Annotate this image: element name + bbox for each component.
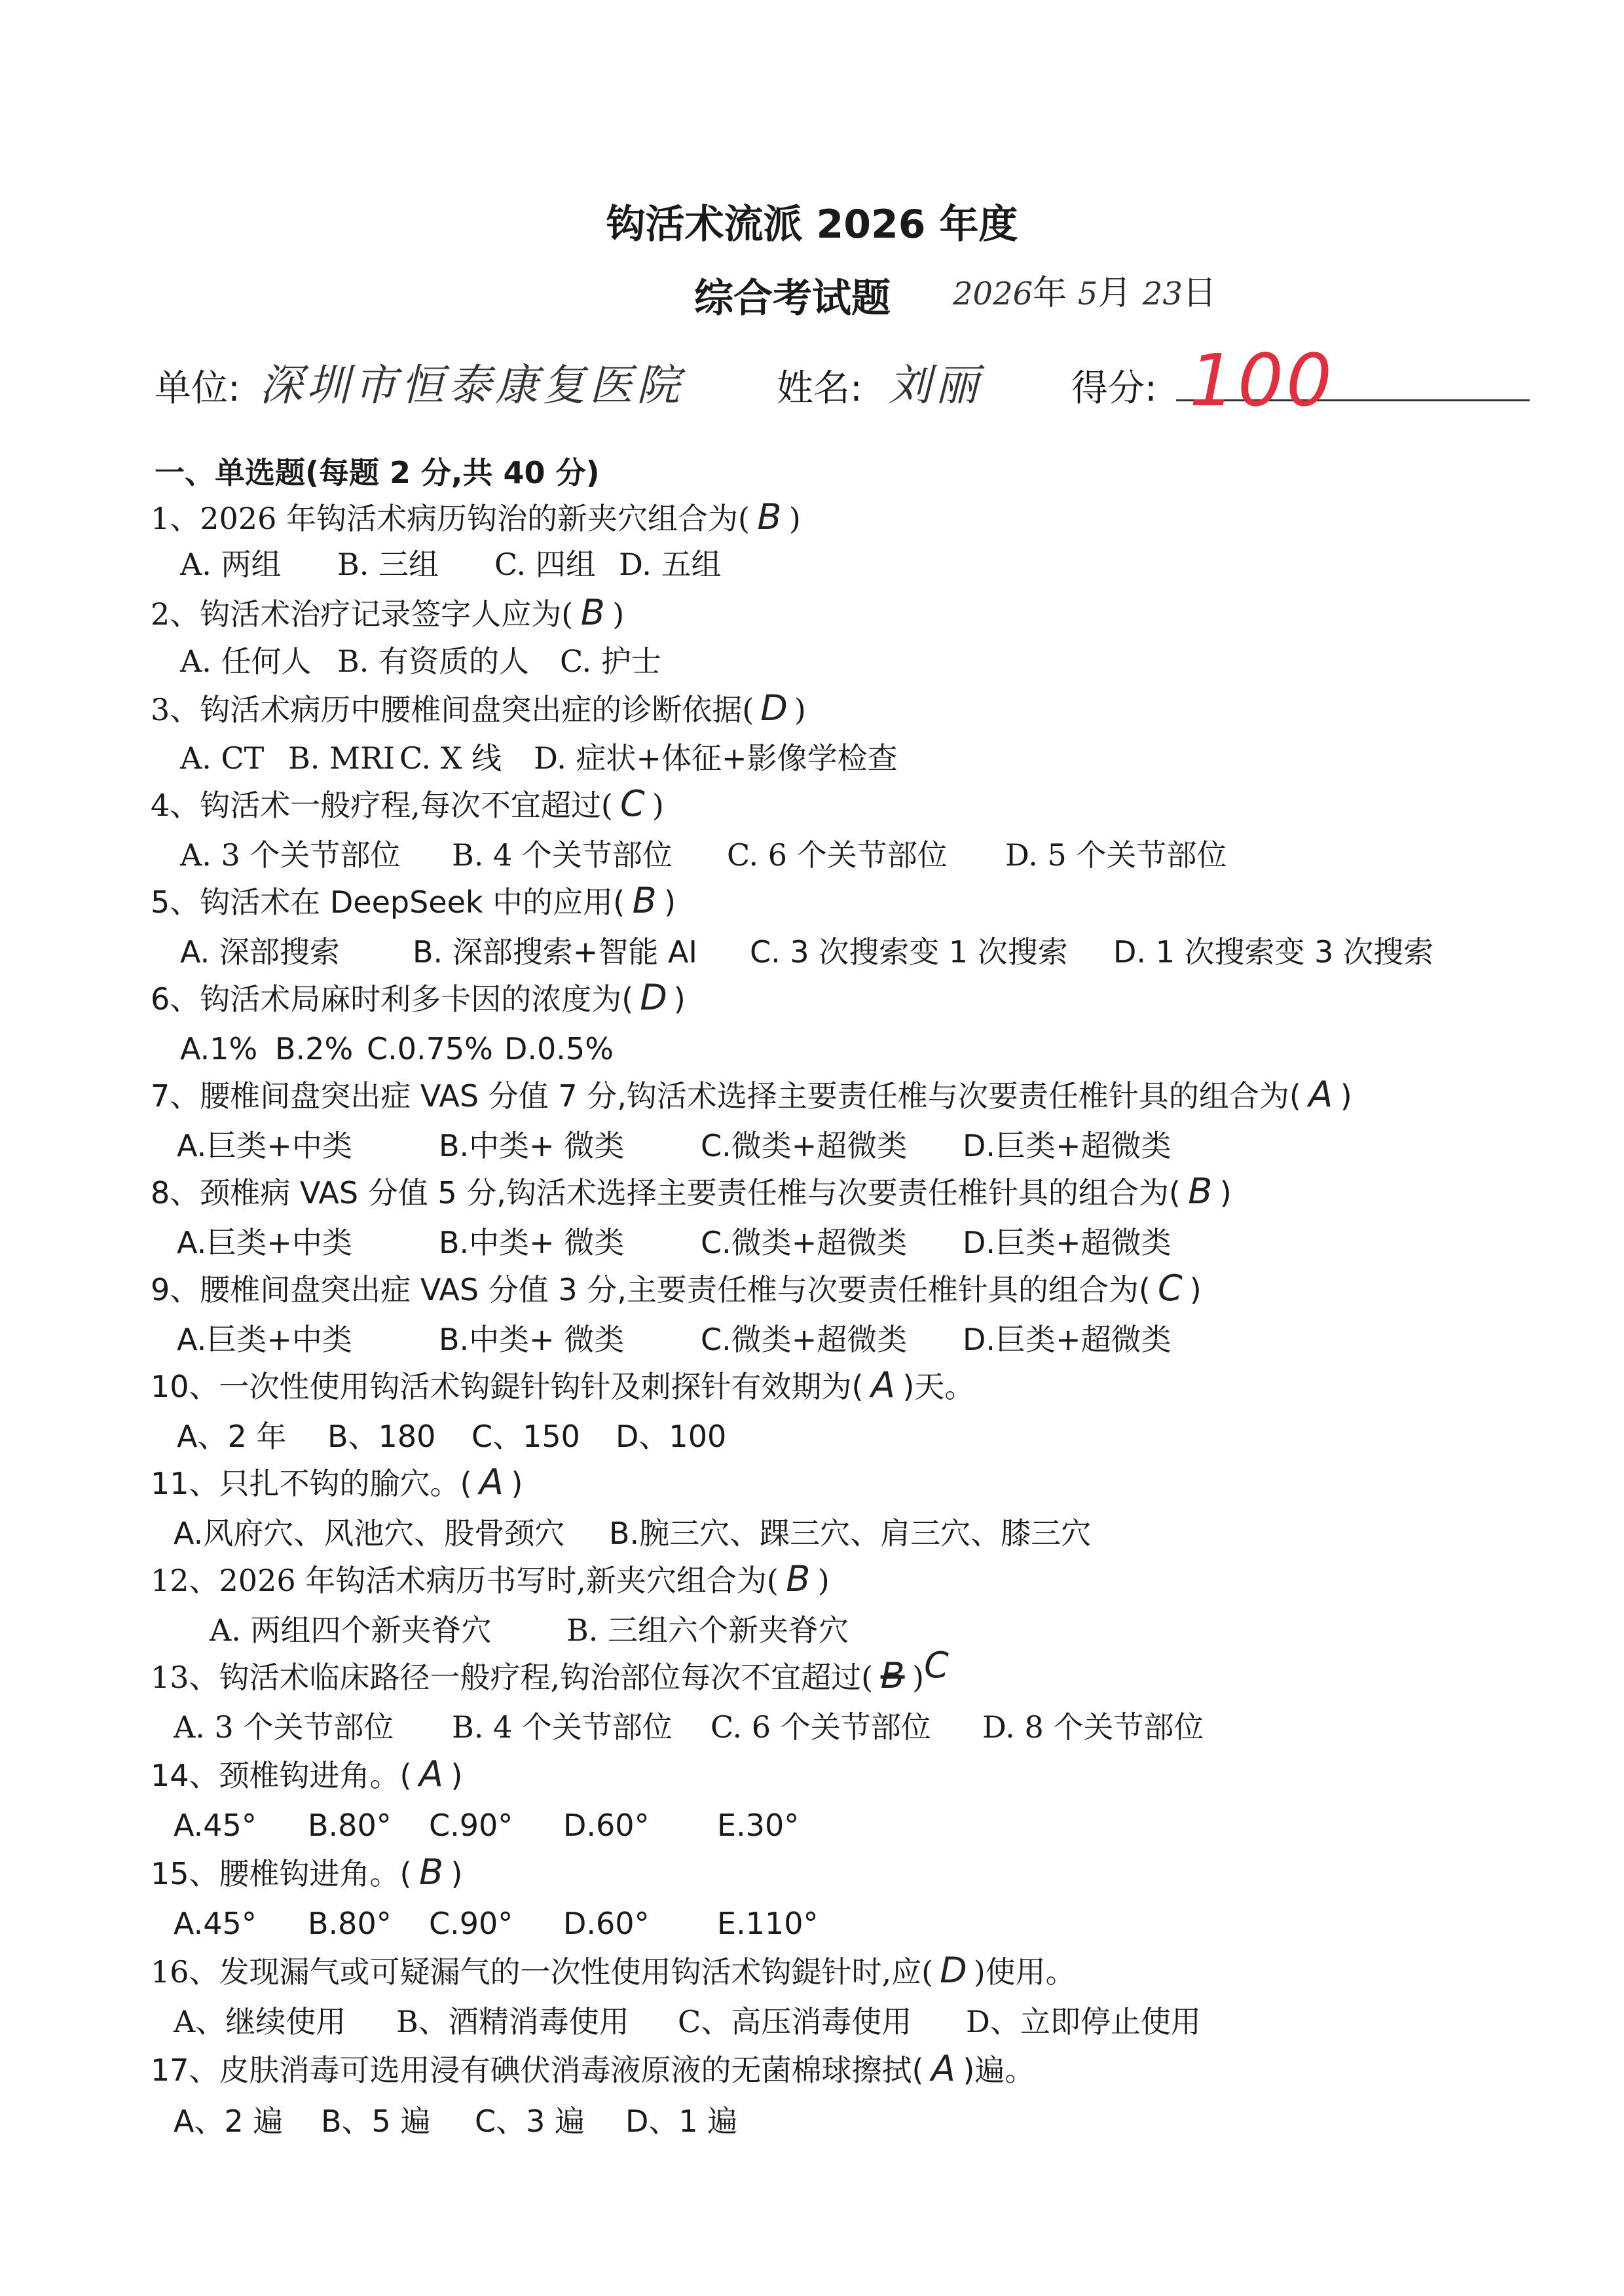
question-14 bbox=[151, 1755, 462, 1795]
question-11 bbox=[151, 1463, 523, 1503]
question-text-end: ) bbox=[1219, 1175, 1232, 1211]
option: D、100 bbox=[616, 1419, 727, 1454]
question-text: 12、2026 年钩活术病历书写时,新夹穴组合为( bbox=[151, 1563, 779, 1598]
handwritten-answer: B bbox=[418, 1851, 443, 1893]
question-text: 5、钩活术在 DeepSeek 中的应用( bbox=[151, 884, 625, 920]
option: A.巨类+中类 bbox=[177, 1322, 352, 1357]
option: A. 两组四个新夹脊穴 bbox=[210, 1613, 492, 1648]
score-value-handwritten: 100 bbox=[1189, 338, 1335, 422]
question-16 bbox=[151, 1951, 1076, 1992]
option: D. 1 次搜索变 3 次搜索 bbox=[1113, 934, 1434, 970]
date-day-unit: 日 bbox=[1182, 274, 1217, 313]
question-2 bbox=[151, 593, 624, 634]
option: C、3 遍 bbox=[475, 2104, 585, 2139]
question-text-end: ) bbox=[1340, 1078, 1352, 1114]
option: B. 有资质的人 bbox=[337, 644, 530, 679]
option: B. 深部搜索+智能 AI bbox=[413, 934, 698, 970]
option: D. 症状+体征+影像学检查 bbox=[534, 740, 898, 776]
question-10 bbox=[151, 1366, 974, 1406]
date-year-unit: 年 bbox=[1033, 274, 1067, 313]
question-text: 9、腰椎间盘突出症 VAS 分值 3 分,主要责任椎与次要责任椎针具的组合为( bbox=[151, 1272, 1151, 1307]
question-9 bbox=[151, 1269, 1202, 1309]
option: B.中类+ 微类 bbox=[439, 1225, 625, 1260]
option: A.1% bbox=[180, 1031, 258, 1066]
question-text-end: ) bbox=[912, 1660, 925, 1695]
candidate-info bbox=[155, 338, 1373, 422]
question-text: 2、钩活术治疗记录签字人应为( bbox=[151, 596, 574, 632]
handwritten-answer: A bbox=[871, 1364, 895, 1406]
question-text: 13、钩活术临床路径一般疗程,钩治部位每次不宜超过( bbox=[151, 1660, 874, 1695]
option: B. 三组 bbox=[337, 547, 439, 582]
question-text: 1、2026 年钩活术病历钩治的新夹穴组合为( bbox=[151, 501, 750, 536]
option: D.60° bbox=[563, 1906, 650, 1941]
question-text: 11、只扎不钩的腧穴。( bbox=[151, 1466, 472, 1501]
option: B.2% bbox=[275, 1031, 354, 1066]
option: B. 4 个关节部位 bbox=[452, 1709, 673, 1745]
option: B.80° bbox=[308, 1808, 392, 1843]
unit-label: 单位: bbox=[155, 367, 240, 410]
option: C.0.75% bbox=[367, 1031, 493, 1066]
question-text-end: ) bbox=[664, 884, 676, 920]
option: A. CT bbox=[180, 740, 265, 776]
handwritten-answer: A bbox=[419, 1753, 443, 1795]
option: C. 6 个关节部位 bbox=[727, 837, 948, 873]
date-month-unit: 月 bbox=[1098, 274, 1132, 313]
handwritten-answer: D bbox=[760, 687, 788, 729]
option: B. MRI bbox=[288, 740, 395, 776]
option: D.巨类+超微类 bbox=[963, 1225, 1172, 1260]
question-text-end: ) bbox=[451, 1758, 463, 1793]
question-6 bbox=[151, 978, 686, 1019]
handwritten-answer: B bbox=[786, 1558, 811, 1599]
option: D.60° bbox=[563, 1808, 650, 1843]
question-1 bbox=[151, 498, 801, 538]
option: C. 四组 bbox=[494, 547, 596, 582]
handwritten-answer: D bbox=[640, 977, 667, 1018]
question-3 bbox=[151, 689, 806, 729]
option: A、2 年 bbox=[177, 1419, 287, 1454]
option: D. 五组 bbox=[619, 547, 722, 582]
option: A、2 遍 bbox=[174, 2104, 284, 2139]
option: C.90° bbox=[429, 1808, 513, 1843]
option: D.巨类+超微类 bbox=[963, 1322, 1172, 1357]
exam-title: 钩活术流派 2026 年度 bbox=[606, 202, 1018, 247]
unit-value-handwritten: 深圳市恒泰康复医院 bbox=[259, 360, 684, 410]
date-year: 2026 bbox=[953, 276, 1033, 312]
question-text-end: ) bbox=[817, 1563, 830, 1598]
handwritten-answer: A bbox=[1308, 1074, 1333, 1115]
option: C.微类+超微类 bbox=[701, 1225, 908, 1260]
handwritten-correction: C bbox=[924, 1645, 949, 1686]
question-text-end: ) bbox=[1189, 1272, 1202, 1307]
handwritten-answer: C bbox=[619, 783, 645, 824]
option: C. 3 次搜索变 1 次搜索 bbox=[750, 934, 1068, 970]
handwritten-answer: C bbox=[1157, 1267, 1183, 1309]
option: D、立即停止使用 bbox=[966, 2004, 1201, 2039]
question-text-end: )遍。 bbox=[963, 2052, 1035, 2088]
question-text: 17、皮肤消毒可选用浸有碘伏消毒液原液的无菌棉球擦拭( bbox=[151, 2052, 924, 2088]
option: A.巨类+中类 bbox=[177, 1128, 352, 1163]
option: B. 三组六个新夹脊穴 bbox=[566, 1613, 849, 1648]
option: C.90° bbox=[429, 1906, 513, 1941]
question-text: 8、颈椎病 VAS 分值 5 分,钩活术选择主要责任椎与次要责任椎针具的组合为( bbox=[151, 1175, 1181, 1211]
question-7 bbox=[151, 1075, 1352, 1116]
score-label: 得分: bbox=[1071, 367, 1157, 410]
question-text: 7、腰椎间盘突出症 VAS 分值 7 分,钩活术选择主要责任椎与次要责任椎针具的组合为( bbox=[151, 1078, 1301, 1114]
option: B.80° bbox=[308, 1906, 392, 1941]
option: A.风府穴、风池穴、股骨颈穴 bbox=[174, 1516, 565, 1551]
question-text-end: ) bbox=[511, 1466, 523, 1501]
question-8 bbox=[151, 1172, 1232, 1212]
exam-date bbox=[953, 265, 1217, 314]
question-text: 6、钩活术局麻时利多卡因的浓度为( bbox=[151, 981, 634, 1017]
question-text-end: ) bbox=[673, 981, 686, 1017]
option: C. 6 个关节部位 bbox=[710, 1709, 931, 1745]
option: D.0.5% bbox=[504, 1031, 614, 1066]
option: A. 深部搜索 bbox=[180, 934, 340, 970]
handwritten-answer: B bbox=[580, 592, 605, 633]
option: B、酒精消毒使用 bbox=[396, 2004, 629, 2039]
question-text-end: ) bbox=[794, 692, 806, 727]
option: C、高压消毒使用 bbox=[678, 2004, 912, 2039]
handwritten-answer: A bbox=[479, 1461, 504, 1503]
question-text: 14、颈椎钩进角。( bbox=[151, 1758, 412, 1793]
question-17 bbox=[151, 2049, 1035, 2090]
option: B.中类+ 微类 bbox=[439, 1322, 625, 1357]
section-heading-single-choice: 一、单选题(每题 2 分,共 40 分) bbox=[155, 455, 600, 490]
question-text: 3、钩活术病历中腰椎间盘突出症的诊断依据( bbox=[151, 692, 754, 727]
option: E.110° bbox=[717, 1906, 819, 1941]
question-12 bbox=[151, 1559, 830, 1600]
date-day: 23 bbox=[1142, 276, 1183, 312]
handwritten-answer: A bbox=[931, 2048, 955, 2089]
option: E.30° bbox=[717, 1808, 800, 1843]
handwritten-answer: D bbox=[940, 1950, 967, 1991]
option: A. 两组 bbox=[180, 547, 282, 582]
option: D.巨类+超微类 bbox=[963, 1128, 1172, 1163]
option: A.45° bbox=[174, 1808, 257, 1843]
option: A. 3 个关节部位 bbox=[180, 837, 401, 873]
option: D. 8 个关节部位 bbox=[982, 1709, 1204, 1745]
question-text-end: )天。 bbox=[902, 1369, 975, 1404]
question-text-end: )使用。 bbox=[973, 1954, 1076, 1990]
option: C.微类+超微类 bbox=[701, 1128, 908, 1163]
option: C、150 bbox=[471, 1419, 580, 1454]
question-text: 15、腰椎钩进角。( bbox=[151, 1856, 412, 1891]
question-text: 10、一次性使用钩活术钩鍉针钩针及刺探针有效期为( bbox=[151, 1369, 864, 1404]
option: B. 4 个关节部位 bbox=[452, 837, 673, 873]
exam-subtitle: 综合考试题 bbox=[694, 276, 891, 321]
question-text-end: ) bbox=[788, 501, 801, 536]
option: D、1 遍 bbox=[625, 2104, 738, 2139]
question-5 bbox=[151, 881, 676, 922]
question-text-end: ) bbox=[451, 1856, 463, 1891]
option: B.腕三穴、踝三穴、肩三穴、膝三穴 bbox=[609, 1516, 1092, 1551]
handwritten-answer: B bbox=[880, 1655, 905, 1696]
date-month: 5 bbox=[1077, 276, 1098, 312]
option: C. X 线 bbox=[399, 740, 502, 776]
option: B、180 bbox=[327, 1419, 436, 1454]
handwritten-answer: B bbox=[757, 496, 782, 538]
handwritten-answer: B bbox=[1188, 1171, 1213, 1212]
option: B、5 遍 bbox=[321, 2104, 431, 2139]
option: A. 3 个关节部位 bbox=[174, 1709, 394, 1745]
name-label: 姓名: bbox=[777, 367, 862, 410]
name-value-handwritten: 刘丽 bbox=[888, 360, 982, 410]
option: A.45° bbox=[174, 1906, 257, 1941]
question-text-end: ) bbox=[612, 596, 625, 632]
question-text-end: ) bbox=[652, 788, 664, 823]
question-4 bbox=[151, 784, 664, 825]
option: A.巨类+中类 bbox=[177, 1225, 352, 1260]
option: A. 任何人 bbox=[180, 644, 312, 679]
question-text: 16、发现漏气或可疑漏气的一次性使用钩活术钩鍉针时,应( bbox=[151, 1954, 934, 1990]
option: D. 5 个关节部位 bbox=[1005, 837, 1227, 873]
question-text: 4、钩活术一般疗程,每次不宜超过( bbox=[151, 788, 613, 823]
option: C.微类+超微类 bbox=[701, 1322, 908, 1357]
option: C. 护士 bbox=[560, 644, 661, 679]
question-13 bbox=[151, 1645, 949, 1697]
option: A、继续使用 bbox=[174, 2004, 346, 2039]
question-15 bbox=[151, 1853, 462, 1893]
option: B.中类+ 微类 bbox=[439, 1128, 625, 1163]
handwritten-answer: B bbox=[632, 880, 657, 921]
